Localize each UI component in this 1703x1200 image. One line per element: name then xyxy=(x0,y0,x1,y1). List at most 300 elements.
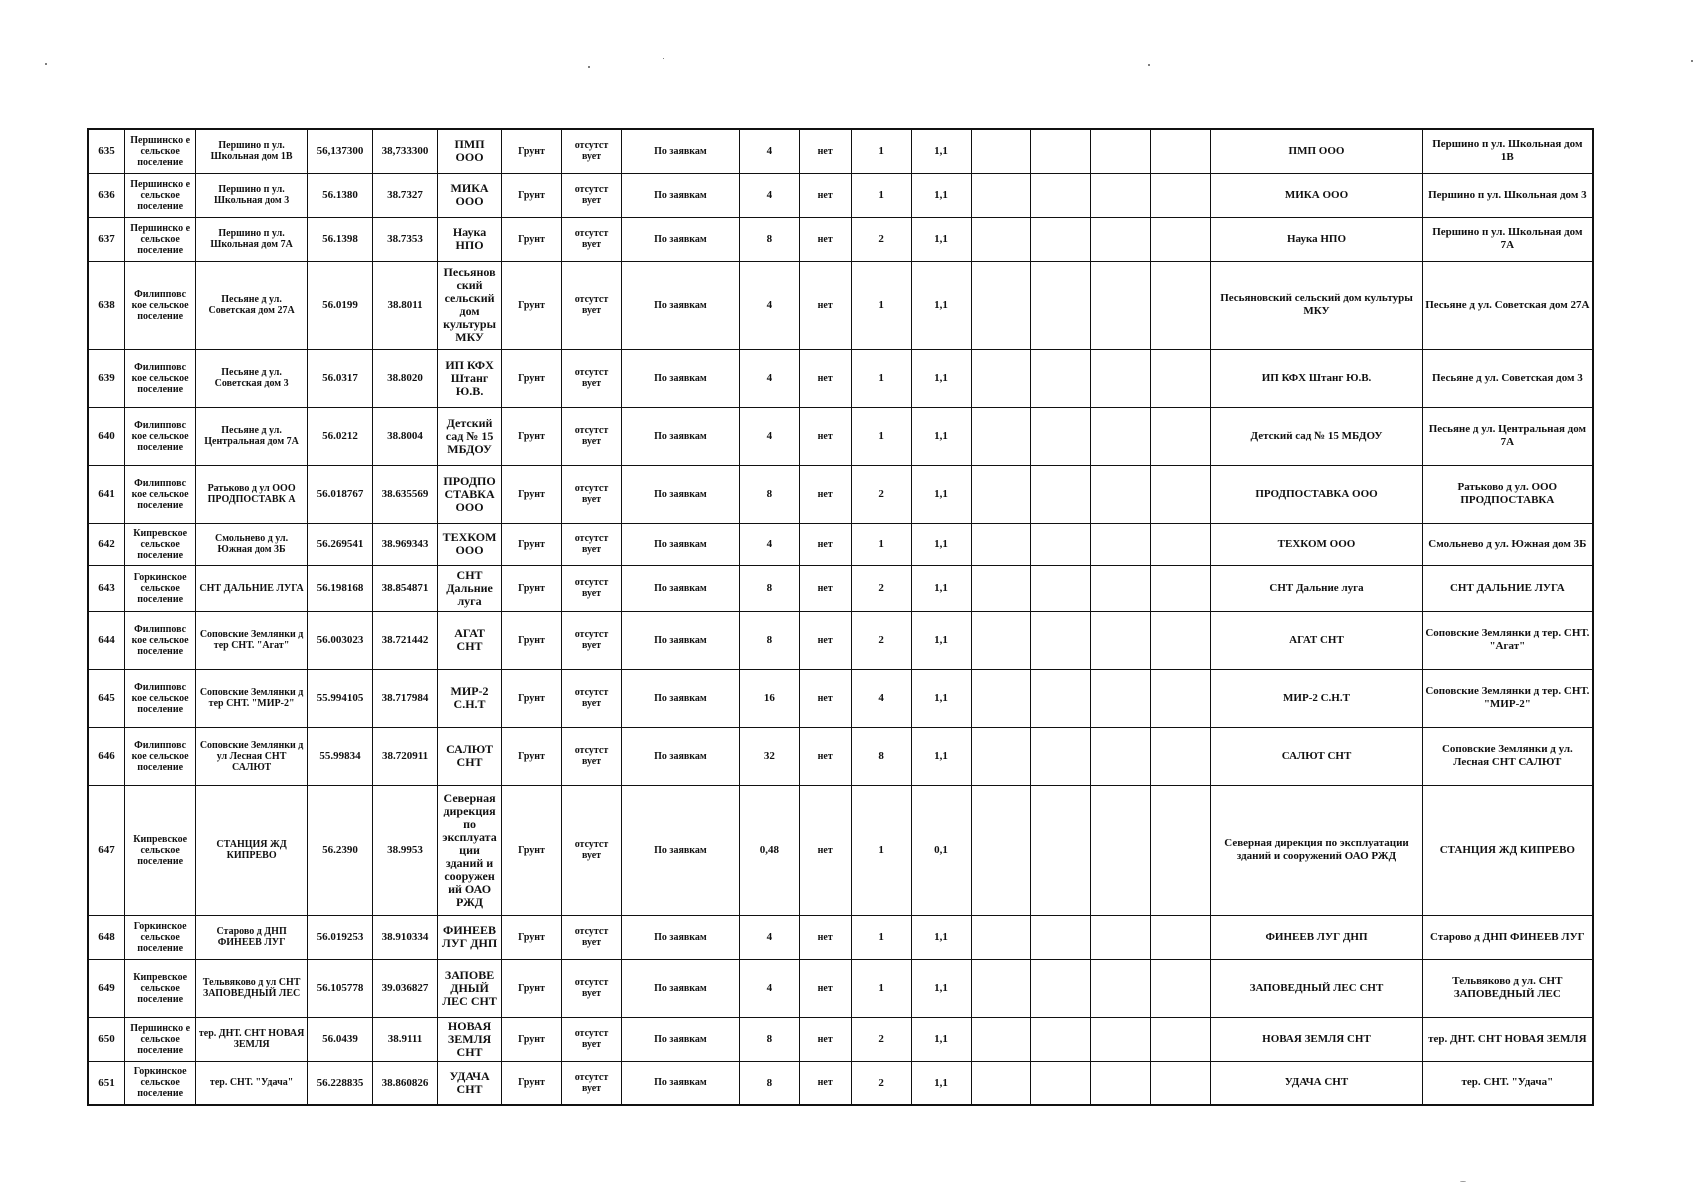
container-volume-cell: 1,1 xyxy=(911,217,971,261)
empty-cell xyxy=(1151,1017,1211,1061)
fence-cell: отсутст вует xyxy=(562,173,622,217)
covered-cell: нет xyxy=(799,611,851,669)
organization-cell: ЗАПОВЕДНЫЙ ЛЕС СНТ xyxy=(1211,959,1422,1017)
schedule-cell: По заявкам xyxy=(621,465,739,523)
container-volume-cell: 1,1 xyxy=(911,129,971,173)
longitude-cell: 38.910334 xyxy=(373,915,438,959)
address-cell: Песьяне д ул. Советская дом 3 xyxy=(196,349,308,407)
settlement-cell: Першинско е сельское поселение xyxy=(125,1017,196,1061)
empty-cell xyxy=(1091,785,1151,915)
table-row xyxy=(88,261,1593,349)
area-cell: 4 xyxy=(739,173,799,217)
waste-sites-table xyxy=(87,128,1594,1106)
organization-cell: АГАТ СНТ xyxy=(1211,611,1422,669)
surface-cell: Грунт xyxy=(502,915,562,959)
empty-cell xyxy=(1031,523,1091,565)
surface-cell: Грунт xyxy=(502,565,562,611)
longitude-cell: 38.7353 xyxy=(373,217,438,261)
covered-cell: нет xyxy=(799,173,851,217)
container-volume-cell: 0,1 xyxy=(911,785,971,915)
owner-short-cell: Наука НПО xyxy=(438,217,502,261)
latitude-cell: 56.0317 xyxy=(307,349,372,407)
address-cell: тер. СНТ. "Удача" xyxy=(196,1061,308,1105)
table-row xyxy=(88,465,1593,523)
schedule-cell: По заявкам xyxy=(621,173,739,217)
surface-cell: Грунт xyxy=(502,611,562,669)
organization-cell: МИКА ООО xyxy=(1211,173,1422,217)
owner-short-cell: САЛЮТ СНТ xyxy=(438,727,502,785)
empty-cell xyxy=(1151,565,1211,611)
table-row xyxy=(88,173,1593,217)
longitude-cell: 38.635569 xyxy=(373,465,438,523)
owner-short-cell: ФИНЕЕВ ЛУГ ДНП xyxy=(438,915,502,959)
row-number: 646 xyxy=(88,727,125,785)
fence-cell: отсутст вует xyxy=(562,565,622,611)
empty-cell xyxy=(971,1017,1031,1061)
settlement-cell: Кипревское сельское поселение xyxy=(125,785,196,915)
address-cell: тер. ДНТ. СНТ НОВАЯ ЗЕМЛЯ xyxy=(196,1017,308,1061)
settlement-cell: Горкинское сельское поселение xyxy=(125,565,196,611)
empty-cell xyxy=(1151,217,1211,261)
longitude-cell: 39.036827 xyxy=(373,959,438,1017)
empty-cell xyxy=(1031,349,1091,407)
surface-cell: Грунт xyxy=(502,129,562,173)
container-volume-cell: 1,1 xyxy=(911,611,971,669)
longitude-cell: 38.9953 xyxy=(373,785,438,915)
latitude-cell: 56.019253 xyxy=(307,915,372,959)
empty-cell xyxy=(971,1061,1031,1105)
covered-cell: нет xyxy=(799,669,851,727)
address-cell: Першино п ул. Школьная дом 7А xyxy=(196,217,308,261)
schedule-cell: По заявкам xyxy=(621,523,739,565)
schedule-cell: По заявкам xyxy=(621,407,739,465)
area-cell: 8 xyxy=(739,1061,799,1105)
container-count-cell: 2 xyxy=(851,217,911,261)
empty-cell xyxy=(1091,611,1151,669)
covered-cell: нет xyxy=(799,915,851,959)
scan-speck xyxy=(663,58,664,59)
fence-cell: отсутст вует xyxy=(562,1017,622,1061)
empty-cell xyxy=(1091,915,1151,959)
waste-source-cell: Першино п ул. Школьная дом 3 xyxy=(1422,173,1593,217)
organization-cell: УДАЧА СНТ xyxy=(1211,1061,1422,1105)
owner-short-cell: Песьянов ский сельский дом культуры МКУ xyxy=(438,261,502,349)
empty-cell xyxy=(971,349,1031,407)
covered-cell: нет xyxy=(799,523,851,565)
address-cell: Тельвяково д ул СНТ ЗАПОВЕДНЫЙ ЛЕС xyxy=(196,959,308,1017)
owner-short-cell: УДАЧА СНТ xyxy=(438,1061,502,1105)
container-count-cell: 1 xyxy=(851,407,911,465)
empty-cell xyxy=(1031,669,1091,727)
covered-cell: нет xyxy=(799,217,851,261)
empty-cell xyxy=(1091,129,1151,173)
covered-cell: нет xyxy=(799,1017,851,1061)
waste-source-cell: СНТ ДАЛЬНИЕ ЛУГА xyxy=(1422,565,1593,611)
empty-cell xyxy=(1151,129,1211,173)
empty-cell xyxy=(1031,727,1091,785)
empty-cell xyxy=(1151,669,1211,727)
row-number: 636 xyxy=(88,173,125,217)
empty-cell xyxy=(1151,915,1211,959)
container-volume-cell: 1,1 xyxy=(911,465,971,523)
owner-short-cell: Детский сад № 15 МБДОУ xyxy=(438,407,502,465)
settlement-cell: Першинско е сельское поселение xyxy=(125,173,196,217)
longitude-cell: 38.969343 xyxy=(373,523,438,565)
container-count-cell: 1 xyxy=(851,261,911,349)
fence-cell: отсутст вует xyxy=(562,611,622,669)
fence-cell: отсутст вует xyxy=(562,959,622,1017)
empty-cell xyxy=(971,407,1031,465)
area-cell: 4 xyxy=(739,915,799,959)
waste-source-cell: тер. ДНТ. СНТ НОВАЯ ЗЕМЛЯ xyxy=(1422,1017,1593,1061)
container-volume-cell: 1,1 xyxy=(911,261,971,349)
fence-cell: отсутст вует xyxy=(562,727,622,785)
container-volume-cell: 1,1 xyxy=(911,1017,971,1061)
latitude-cell: 55.994105 xyxy=(307,669,372,727)
empty-cell xyxy=(1031,785,1091,915)
empty-cell xyxy=(1091,173,1151,217)
container-count-cell: 2 xyxy=(851,611,911,669)
container-count-cell: 1 xyxy=(851,959,911,1017)
organization-cell: Детский сад № 15 МБДОУ xyxy=(1211,407,1422,465)
table-row xyxy=(88,915,1593,959)
table-row xyxy=(88,407,1593,465)
area-cell: 4 xyxy=(739,407,799,465)
container-count-cell: 2 xyxy=(851,1017,911,1061)
fence-cell: отсутст вует xyxy=(562,217,622,261)
longitude-cell: 38.854871 xyxy=(373,565,438,611)
waste-source-cell: Песьяне д ул. Центральная дом 7А xyxy=(1422,407,1593,465)
schedule-cell: По заявкам xyxy=(621,959,739,1017)
owner-short-cell: ИП КФХ Штанг Ю.В. xyxy=(438,349,502,407)
scan-speck xyxy=(1691,60,1693,62)
organization-cell: ПРОДПОСТАВКА ООО xyxy=(1211,465,1422,523)
empty-cell xyxy=(1091,669,1151,727)
empty-cell xyxy=(971,523,1031,565)
table-row xyxy=(88,1061,1593,1105)
covered-cell: нет xyxy=(799,349,851,407)
settlement-cell: Филипповс кое сельское поселение xyxy=(125,465,196,523)
settlement-cell: Кипревское сельское поселение xyxy=(125,959,196,1017)
organization-cell: Наука НПО xyxy=(1211,217,1422,261)
container-volume-cell: 1,1 xyxy=(911,349,971,407)
row-number: 635 xyxy=(88,129,125,173)
waste-source-cell: Смольнево д ул. Южная дом 3Б xyxy=(1422,523,1593,565)
latitude-cell: 56,137300 xyxy=(307,129,372,173)
settlement-cell: Горкинское сельское поселение xyxy=(125,915,196,959)
empty-cell xyxy=(971,565,1031,611)
row-number: 639 xyxy=(88,349,125,407)
empty-cell xyxy=(971,785,1031,915)
empty-cell xyxy=(1091,727,1151,785)
empty-cell xyxy=(1091,523,1151,565)
empty-cell xyxy=(1151,1061,1211,1105)
empty-cell xyxy=(1151,785,1211,915)
area-cell: 4 xyxy=(739,129,799,173)
surface-cell: Грунт xyxy=(502,407,562,465)
empty-cell xyxy=(971,669,1031,727)
empty-cell xyxy=(1151,407,1211,465)
latitude-cell: 56.269541 xyxy=(307,523,372,565)
address-cell: Соповские Землянки д ул Лесная СНТ САЛЮТ xyxy=(196,727,308,785)
address-cell: Старово д ДНП ФИНЕЕВ ЛУГ xyxy=(196,915,308,959)
owner-short-cell: ТЕХКОМ ООО xyxy=(438,523,502,565)
surface-cell: Грунт xyxy=(502,349,562,407)
fence-cell: отсутст вует xyxy=(562,915,622,959)
table-row xyxy=(88,349,1593,407)
fence-cell: отсутст вует xyxy=(562,261,622,349)
schedule-cell: По заявкам xyxy=(621,129,739,173)
empty-cell xyxy=(1151,349,1211,407)
fence-cell: отсутст вует xyxy=(562,129,622,173)
empty-cell xyxy=(1031,1017,1091,1061)
container-volume-cell: 1,1 xyxy=(911,959,971,1017)
schedule-cell: По заявкам xyxy=(621,349,739,407)
empty-cell xyxy=(1091,959,1151,1017)
row-number: 649 xyxy=(88,959,125,1017)
table-row xyxy=(88,523,1593,565)
area-cell: 8 xyxy=(739,565,799,611)
empty-cell xyxy=(1091,261,1151,349)
organization-cell: Северная дирекция по эксплуатации зданий и сооружений ОАО РЖД xyxy=(1211,785,1422,915)
settlement-cell: Першинско е сельское поселение xyxy=(125,129,196,173)
owner-short-cell: ПРОДПО СТАВКА ООО xyxy=(438,465,502,523)
covered-cell: нет xyxy=(799,261,851,349)
row-number: 647 xyxy=(88,785,125,915)
container-volume-cell: 1,1 xyxy=(911,1061,971,1105)
latitude-cell: 56.0439 xyxy=(307,1017,372,1061)
container-count-cell: 1 xyxy=(851,523,911,565)
settlement-cell: Филипповс кое сельское поселение xyxy=(125,407,196,465)
table-row xyxy=(88,565,1593,611)
container-volume-cell: 1,1 xyxy=(911,523,971,565)
area-cell: 8 xyxy=(739,465,799,523)
empty-cell xyxy=(971,261,1031,349)
owner-short-cell: ПМП ООО xyxy=(438,129,502,173)
schedule-cell: По заявкам xyxy=(621,785,739,915)
container-count-cell: 2 xyxy=(851,465,911,523)
empty-cell xyxy=(1151,611,1211,669)
container-count-cell: 1 xyxy=(851,349,911,407)
empty-cell xyxy=(1031,129,1091,173)
waste-source-cell: тер. СНТ. "Удача" xyxy=(1422,1061,1593,1105)
longitude-cell: 38.8011 xyxy=(373,261,438,349)
table-row xyxy=(88,611,1593,669)
address-cell: СТАНЦИЯ ЖД КИПРЕВО xyxy=(196,785,308,915)
surface-cell: Грунт xyxy=(502,1061,562,1105)
table-row xyxy=(88,727,1593,785)
table-row xyxy=(88,669,1593,727)
longitude-cell: 38.720911 xyxy=(373,727,438,785)
latitude-cell: 56.228835 xyxy=(307,1061,372,1105)
scan-speck xyxy=(588,66,590,68)
empty-cell xyxy=(1151,523,1211,565)
fence-cell: отсутст вует xyxy=(562,1061,622,1105)
fence-cell: отсутст вует xyxy=(562,785,622,915)
latitude-cell: 56.0212 xyxy=(307,407,372,465)
waste-source-cell: Песьяне д ул. Советская дом 27А xyxy=(1422,261,1593,349)
area-cell: 8 xyxy=(739,611,799,669)
empty-cell xyxy=(1031,611,1091,669)
row-number: 648 xyxy=(88,915,125,959)
container-count-cell: 2 xyxy=(851,1061,911,1105)
scan-speck xyxy=(45,63,47,65)
surface-cell: Грунт xyxy=(502,727,562,785)
surface-cell: Грунт xyxy=(502,1017,562,1061)
settlement-cell: Филипповс кое сельское поселение xyxy=(125,349,196,407)
empty-cell xyxy=(1151,261,1211,349)
empty-cell xyxy=(1091,1017,1151,1061)
row-number: 642 xyxy=(88,523,125,565)
empty-cell xyxy=(1031,261,1091,349)
row-number: 650 xyxy=(88,1017,125,1061)
waste-source-cell: Першино п ул. Школьная дом 7А xyxy=(1422,217,1593,261)
owner-short-cell: ЗАПОВЕ ДНЫЙ ЛЕС СНТ xyxy=(438,959,502,1017)
area-cell: 8 xyxy=(739,1017,799,1061)
owner-short-cell: АГАТ СНТ xyxy=(438,611,502,669)
waste-source-cell: Песьяне д ул. Советская дом 3 xyxy=(1422,349,1593,407)
schedule-cell: По заявкам xyxy=(621,611,739,669)
organization-cell: ИП КФХ Штанг Ю.В. xyxy=(1211,349,1422,407)
empty-cell xyxy=(1031,173,1091,217)
fence-cell: отсутст вует xyxy=(562,407,622,465)
container-count-cell: 1 xyxy=(851,915,911,959)
row-number: 641 xyxy=(88,465,125,523)
organization-cell: НОВАЯ ЗЕМЛЯ СНТ xyxy=(1211,1017,1422,1061)
longitude-cell: 38.8020 xyxy=(373,349,438,407)
container-volume-cell: 1,1 xyxy=(911,727,971,785)
longitude-cell: 38.721442 xyxy=(373,611,438,669)
empty-cell xyxy=(971,959,1031,1017)
container-count-cell: 8 xyxy=(851,727,911,785)
organization-cell: ПМП ООО xyxy=(1211,129,1422,173)
empty-cell xyxy=(1031,959,1091,1017)
scan-speck xyxy=(1148,64,1150,66)
row-number: 640 xyxy=(88,407,125,465)
longitude-cell: 38.860826 xyxy=(373,1061,438,1105)
longitude-cell: 38.8004 xyxy=(373,407,438,465)
row-number: 643 xyxy=(88,565,125,611)
empty-cell xyxy=(971,217,1031,261)
empty-cell xyxy=(1151,727,1211,785)
latitude-cell: 56.105778 xyxy=(307,959,372,1017)
container-count-cell: 1 xyxy=(851,785,911,915)
table-row xyxy=(88,1017,1593,1061)
empty-cell xyxy=(1031,465,1091,523)
area-cell: 0,48 xyxy=(739,785,799,915)
latitude-cell: 56.0199 xyxy=(307,261,372,349)
table-row xyxy=(88,129,1593,173)
row-number: 638 xyxy=(88,261,125,349)
empty-cell xyxy=(971,129,1031,173)
schedule-cell: По заявкам xyxy=(621,915,739,959)
settlement-cell: Филипповс кое сельское поселение xyxy=(125,669,196,727)
empty-cell xyxy=(1091,465,1151,523)
container-count-cell: 1 xyxy=(851,173,911,217)
surface-cell: Грунт xyxy=(502,261,562,349)
organization-cell: ФИНЕЕВ ЛУГ ДНП xyxy=(1211,915,1422,959)
scan-speck xyxy=(1460,1181,1466,1182)
surface-cell: Грунт xyxy=(502,465,562,523)
empty-cell xyxy=(1091,565,1151,611)
settlement-cell: Кипревское сельское поселение xyxy=(125,523,196,565)
waste-source-cell: СТАНЦИЯ ЖД КИПРЕВО xyxy=(1422,785,1593,915)
schedule-cell: По заявкам xyxy=(621,565,739,611)
address-cell: Смольнево д ул. Южная дом 3Б xyxy=(196,523,308,565)
owner-short-cell: МИР-2 С.Н.Т xyxy=(438,669,502,727)
empty-cell xyxy=(1091,407,1151,465)
waste-source-cell: Соповские Землянки д тер. СНТ. "Агат" xyxy=(1422,611,1593,669)
schedule-cell: По заявкам xyxy=(621,1017,739,1061)
address-cell: Песьяне д ул. Советская дом 27А xyxy=(196,261,308,349)
waste-source-cell: Старово д ДНП ФИНЕЕВ ЛУГ xyxy=(1422,915,1593,959)
table-row xyxy=(88,959,1593,1017)
latitude-cell: 56.198168 xyxy=(307,565,372,611)
longitude-cell: 38.9111 xyxy=(373,1017,438,1061)
organization-cell: СНТ Дальние луга xyxy=(1211,565,1422,611)
schedule-cell: По заявкам xyxy=(621,261,739,349)
settlement-cell: Першинско е сельское поселение xyxy=(125,217,196,261)
container-volume-cell: 1,1 xyxy=(911,915,971,959)
schedule-cell: По заявкам xyxy=(621,217,739,261)
owner-short-cell: Северная дирекция по эксплуата ции зданий и сооружен ий ОАО РЖД xyxy=(438,785,502,915)
surface-cell: Грунт xyxy=(502,959,562,1017)
area-cell: 16 xyxy=(739,669,799,727)
fence-cell: отсутст вует xyxy=(562,349,622,407)
waste-source-cell: Ратьково д ул. ООО ПРОДПОСТАВКА xyxy=(1422,465,1593,523)
table-row xyxy=(88,785,1593,915)
empty-cell xyxy=(1091,349,1151,407)
area-cell: 4 xyxy=(739,349,799,407)
address-cell: Ратьково д ул ООО ПРОДПОСТАВК А xyxy=(196,465,308,523)
area-cell: 4 xyxy=(739,959,799,1017)
settlement-cell: Филипповс кое сельское поселение xyxy=(125,727,196,785)
table-row xyxy=(88,217,1593,261)
surface-cell: Грунт xyxy=(502,669,562,727)
container-volume-cell: 1,1 xyxy=(911,565,971,611)
fence-cell: отсутст вует xyxy=(562,669,622,727)
surface-cell: Грунт xyxy=(502,785,562,915)
address-cell: Першино п ул. Школьная дом 3 xyxy=(196,173,308,217)
latitude-cell: 56.1380 xyxy=(307,173,372,217)
empty-cell xyxy=(1091,1061,1151,1105)
empty-cell xyxy=(1151,959,1211,1017)
area-cell: 4 xyxy=(739,261,799,349)
surface-cell: Грунт xyxy=(502,173,562,217)
empty-cell xyxy=(1031,565,1091,611)
row-number: 644 xyxy=(88,611,125,669)
empty-cell xyxy=(1091,217,1151,261)
organization-cell: САЛЮТ СНТ xyxy=(1211,727,1422,785)
waste-source-cell: Соповские Землянки д ул. Лесная СНТ САЛЮТ xyxy=(1422,727,1593,785)
longitude-cell: 38.7327 xyxy=(373,173,438,217)
area-cell: 4 xyxy=(739,523,799,565)
organization-cell: МИР-2 С.Н.Т xyxy=(1211,669,1422,727)
longitude-cell: 38,733300 xyxy=(373,129,438,173)
area-cell: 32 xyxy=(739,727,799,785)
address-cell: Соповские Землянки д тер СНТ. "Агат" xyxy=(196,611,308,669)
empty-cell xyxy=(1031,915,1091,959)
address-cell: Першино п ул. Школьная дом 1В xyxy=(196,129,308,173)
row-number: 651 xyxy=(88,1061,125,1105)
address-cell: СНТ ДАЛЬНИЕ ЛУГА xyxy=(196,565,308,611)
latitude-cell: 55.99834 xyxy=(307,727,372,785)
covered-cell: нет xyxy=(799,1061,851,1105)
empty-cell xyxy=(971,173,1031,217)
waste-source-cell: Першино п ул. Школьная дом 1В xyxy=(1422,129,1593,173)
row-number: 637 xyxy=(88,217,125,261)
address-cell: Песьяне д ул. Центральная дом 7А xyxy=(196,407,308,465)
